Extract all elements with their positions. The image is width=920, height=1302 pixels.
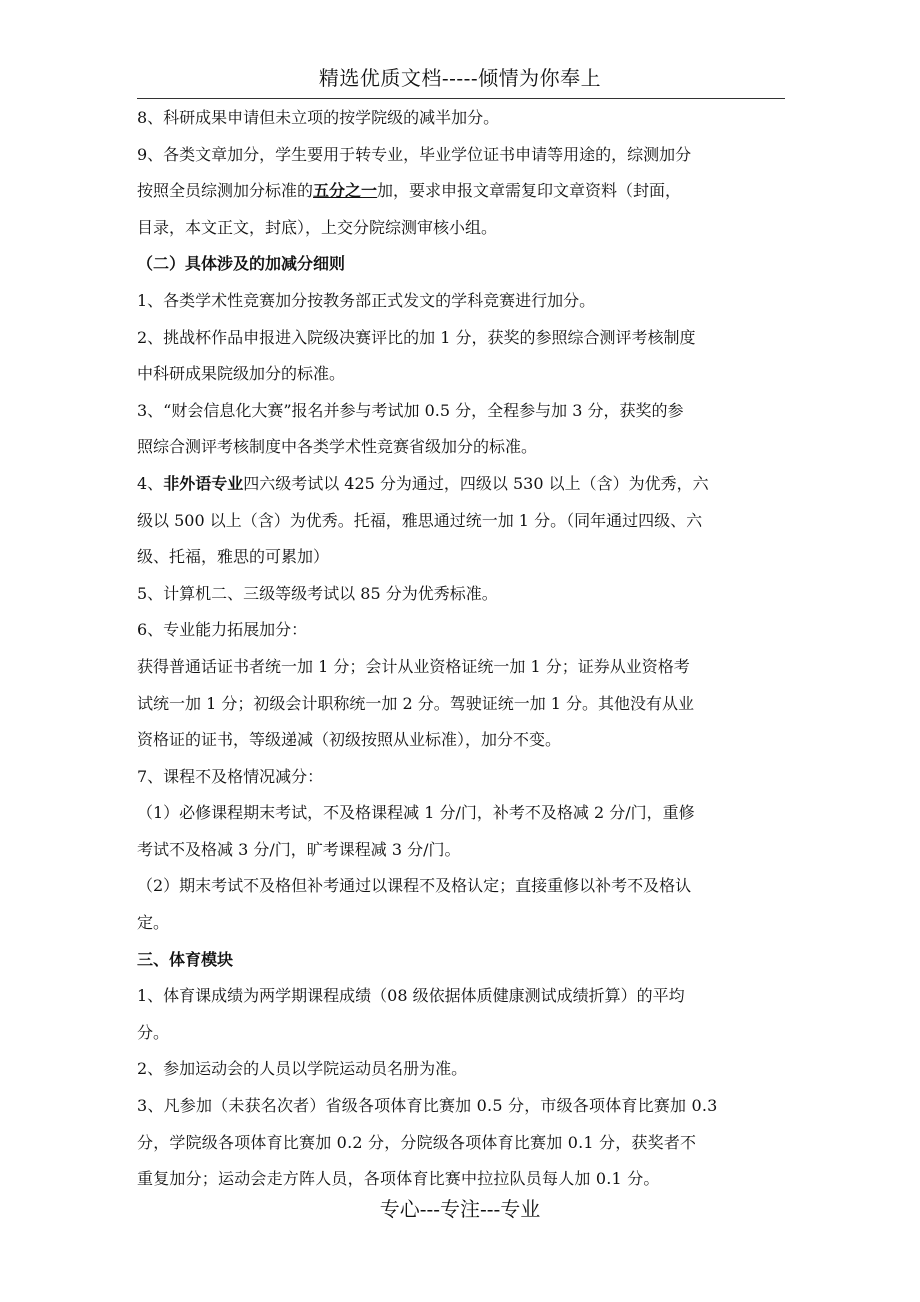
paragraph-line: （2）期末考试不及格但补考通过以课程不及格认定；直接重修以补考不及格认 (137, 876, 692, 896)
paragraph-line: 5、计算机二、三级等级考试以 85 分为优秀标准。 (137, 583, 498, 603)
paragraph-line: 重复加分；运动会走方阵人员，各项体育比赛中拉拉队员每人加 0.1 分。 (137, 1169, 660, 1189)
text-segment: 加，要求申报文章需复印文章资料（封面， (377, 181, 682, 201)
paragraph-line: 8、科研成果申请但未立项的按学院级的减半加分。 (137, 108, 500, 127)
paragraph-line: 3、“财会信息化大赛”报名并参与考试加 0.5 分，全程参与加 3 分，获奖的参 (137, 400, 684, 420)
paragraph-line: 7、课程不及格情况减分： (137, 766, 324, 786)
paragraph-line: 资格证的证书，等级递减（初级按照从业标准），加分不变。 (137, 730, 562, 750)
paragraph-line: 获得普通话证书者统一加 1 分；会计从业资格证统一加 1 分；证券从业资格考 (137, 656, 690, 676)
page-footer-text: 专心---专注---专业 (379, 1197, 541, 1221)
paragraph-line: 考试不及格减 3 分/门，旷考课程减 3 分/门。 (137, 839, 461, 859)
paragraph-line: 照综合测评考核制度中各类学术性竞赛省级加分的标准。 (137, 437, 538, 457)
paragraph-line: 级以 500 以上（含）为优秀。托福，雅思通过统一加 1 分。（同年通过四级、六 (137, 510, 703, 530)
paragraph-line: 6、专业能力拓展加分： (137, 620, 308, 640)
text-segment: 按照全员综测加分标准的 (137, 181, 314, 201)
text-segment: 四六级考试以 425 分为通过，四级以 530 以上（含）为优秀，六 (243, 473, 709, 493)
paragraph-line: 试统一加 1 分；初级会计职称统一加 2 分。驾驶证统一加 1 分。其他没有从业 (137, 693, 695, 713)
paragraph-line: 1、各类学术性竞赛加分按教务部正式发文的学科竞赛进行加分。 (137, 290, 596, 310)
paragraph-line: 2、参加运动会的人员以学院运动员名册为准。 (137, 1059, 468, 1079)
text-segment: 4、 (137, 473, 164, 493)
paragraph-line: 9、各类文章加分，学生要用于转专业，毕业学位证书申请等用途的，综测加分 (137, 144, 692, 164)
paragraph-line (137, 466, 787, 503)
page-header-title: 精选优质文档-----倾情为你奉上 (318, 66, 602, 90)
paragraph-line (137, 173, 787, 210)
paragraph-line: 定。 (137, 913, 170, 933)
underlined-emphasis: 五分之一 (313, 181, 378, 201)
document-body (137, 100, 787, 1198)
paragraph-line: 2、挑战杯作品申报进入院级决赛评比的加 1 分，获奖的参照综合测评考核制度 (137, 327, 696, 347)
paragraph-line: 分，学院级各项体育比赛加 0.2 分，分院级各项体育比赛加 0.1 分，获奖者不 (137, 1132, 697, 1152)
section-heading: 三、体育模块 (137, 949, 234, 969)
paragraph-line: 分。 (137, 1022, 170, 1042)
section-heading: （二）具体涉及的加减分细则 (137, 254, 346, 274)
bold-emphasis: 非外语专业 (163, 473, 244, 493)
paragraph-line: 目录，本文正文，封底），上交分院综测审核小组。 (137, 217, 498, 237)
paragraph-line: 级、托福，雅思的可累加） (137, 547, 330, 567)
paragraph-line: 中科研成果院级加分的标准。 (137, 364, 346, 384)
paragraph-line: （1）必修课程期末考试，不及格课程减 1 分/门，补考不及格减 2 分/门，重修 (137, 803, 695, 823)
header-divider (137, 98, 785, 99)
paragraph-line: 1、体育课成绩为两学期课程成绩（08 级依据体质健康测试成绩折算）的平均 (137, 986, 685, 1006)
paragraph-line: 3、凡参加（未获名次者）省级各项体育比赛加 0.5 分，市级各项体育比赛加 0.3 (137, 1096, 718, 1116)
